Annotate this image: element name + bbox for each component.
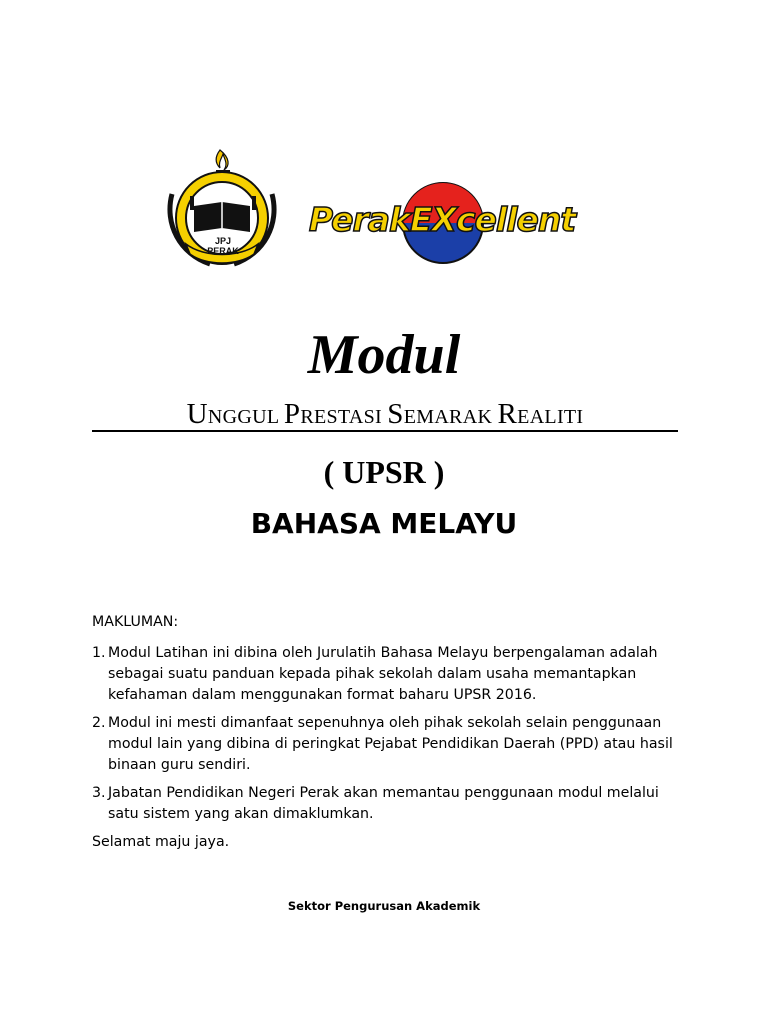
notice-item-text: Modul ini mesti dimanfaat sepenuhnya oleh pihak sekolah selain penggunaan modul lain yang dibina di peringkat Pejabat Pendidikan Daerah (PPD) atau hasil binaan guru sendiri. <box>108 715 673 773</box>
perak-excellent-text: PerakEXcellent <box>308 200 576 239</box>
notice-item-text: Modul Latihan ini dibina oleh Jurulatih Bahasa Melayu berpengalaman adalah sebagai suatu panduan kepada pihak sekolah dalam usaha memantapkan kefahaman dalam menggunakan format baharu UPSR 2016. <box>108 645 658 703</box>
notice-section <box>92 612 692 853</box>
acronym-heading: ( UPSR ) <box>323 454 445 490</box>
notice-item-text: Jabatan Pendidikan Negeri Perak akan memantau penggunaan modul melalui satu sistem yang akan dimaklumkan. <box>108 785 659 822</box>
subtitle-word: REALITI <box>497 398 584 430</box>
notice-item <box>92 713 692 776</box>
notice-heading: MAKLUMAN: <box>92 614 179 630</box>
notice-list <box>92 643 692 825</box>
subject-heading: BAHASA MELAYU <box>250 507 518 540</box>
notice-item <box>92 783 692 825</box>
footer-sector: Sektor Pengurusan Akademik <box>287 899 481 913</box>
notice-item-number: 2. <box>92 715 106 731</box>
module-title: Modul <box>307 324 461 386</box>
closing-line: Selamat maju jaya. <box>92 834 230 850</box>
notice-item <box>92 643 692 706</box>
module-subtitle <box>92 398 678 432</box>
notice-item-number: 3. <box>92 785 106 801</box>
crest-text: JPJ PERAK <box>207 236 239 256</box>
subtitle-word: PRESTASI <box>283 398 382 430</box>
subtitle-word: SEMARAK <box>387 398 493 430</box>
notice-item-number: 1. <box>92 645 106 661</box>
subtitle-word: UNGGUL <box>186 398 279 430</box>
